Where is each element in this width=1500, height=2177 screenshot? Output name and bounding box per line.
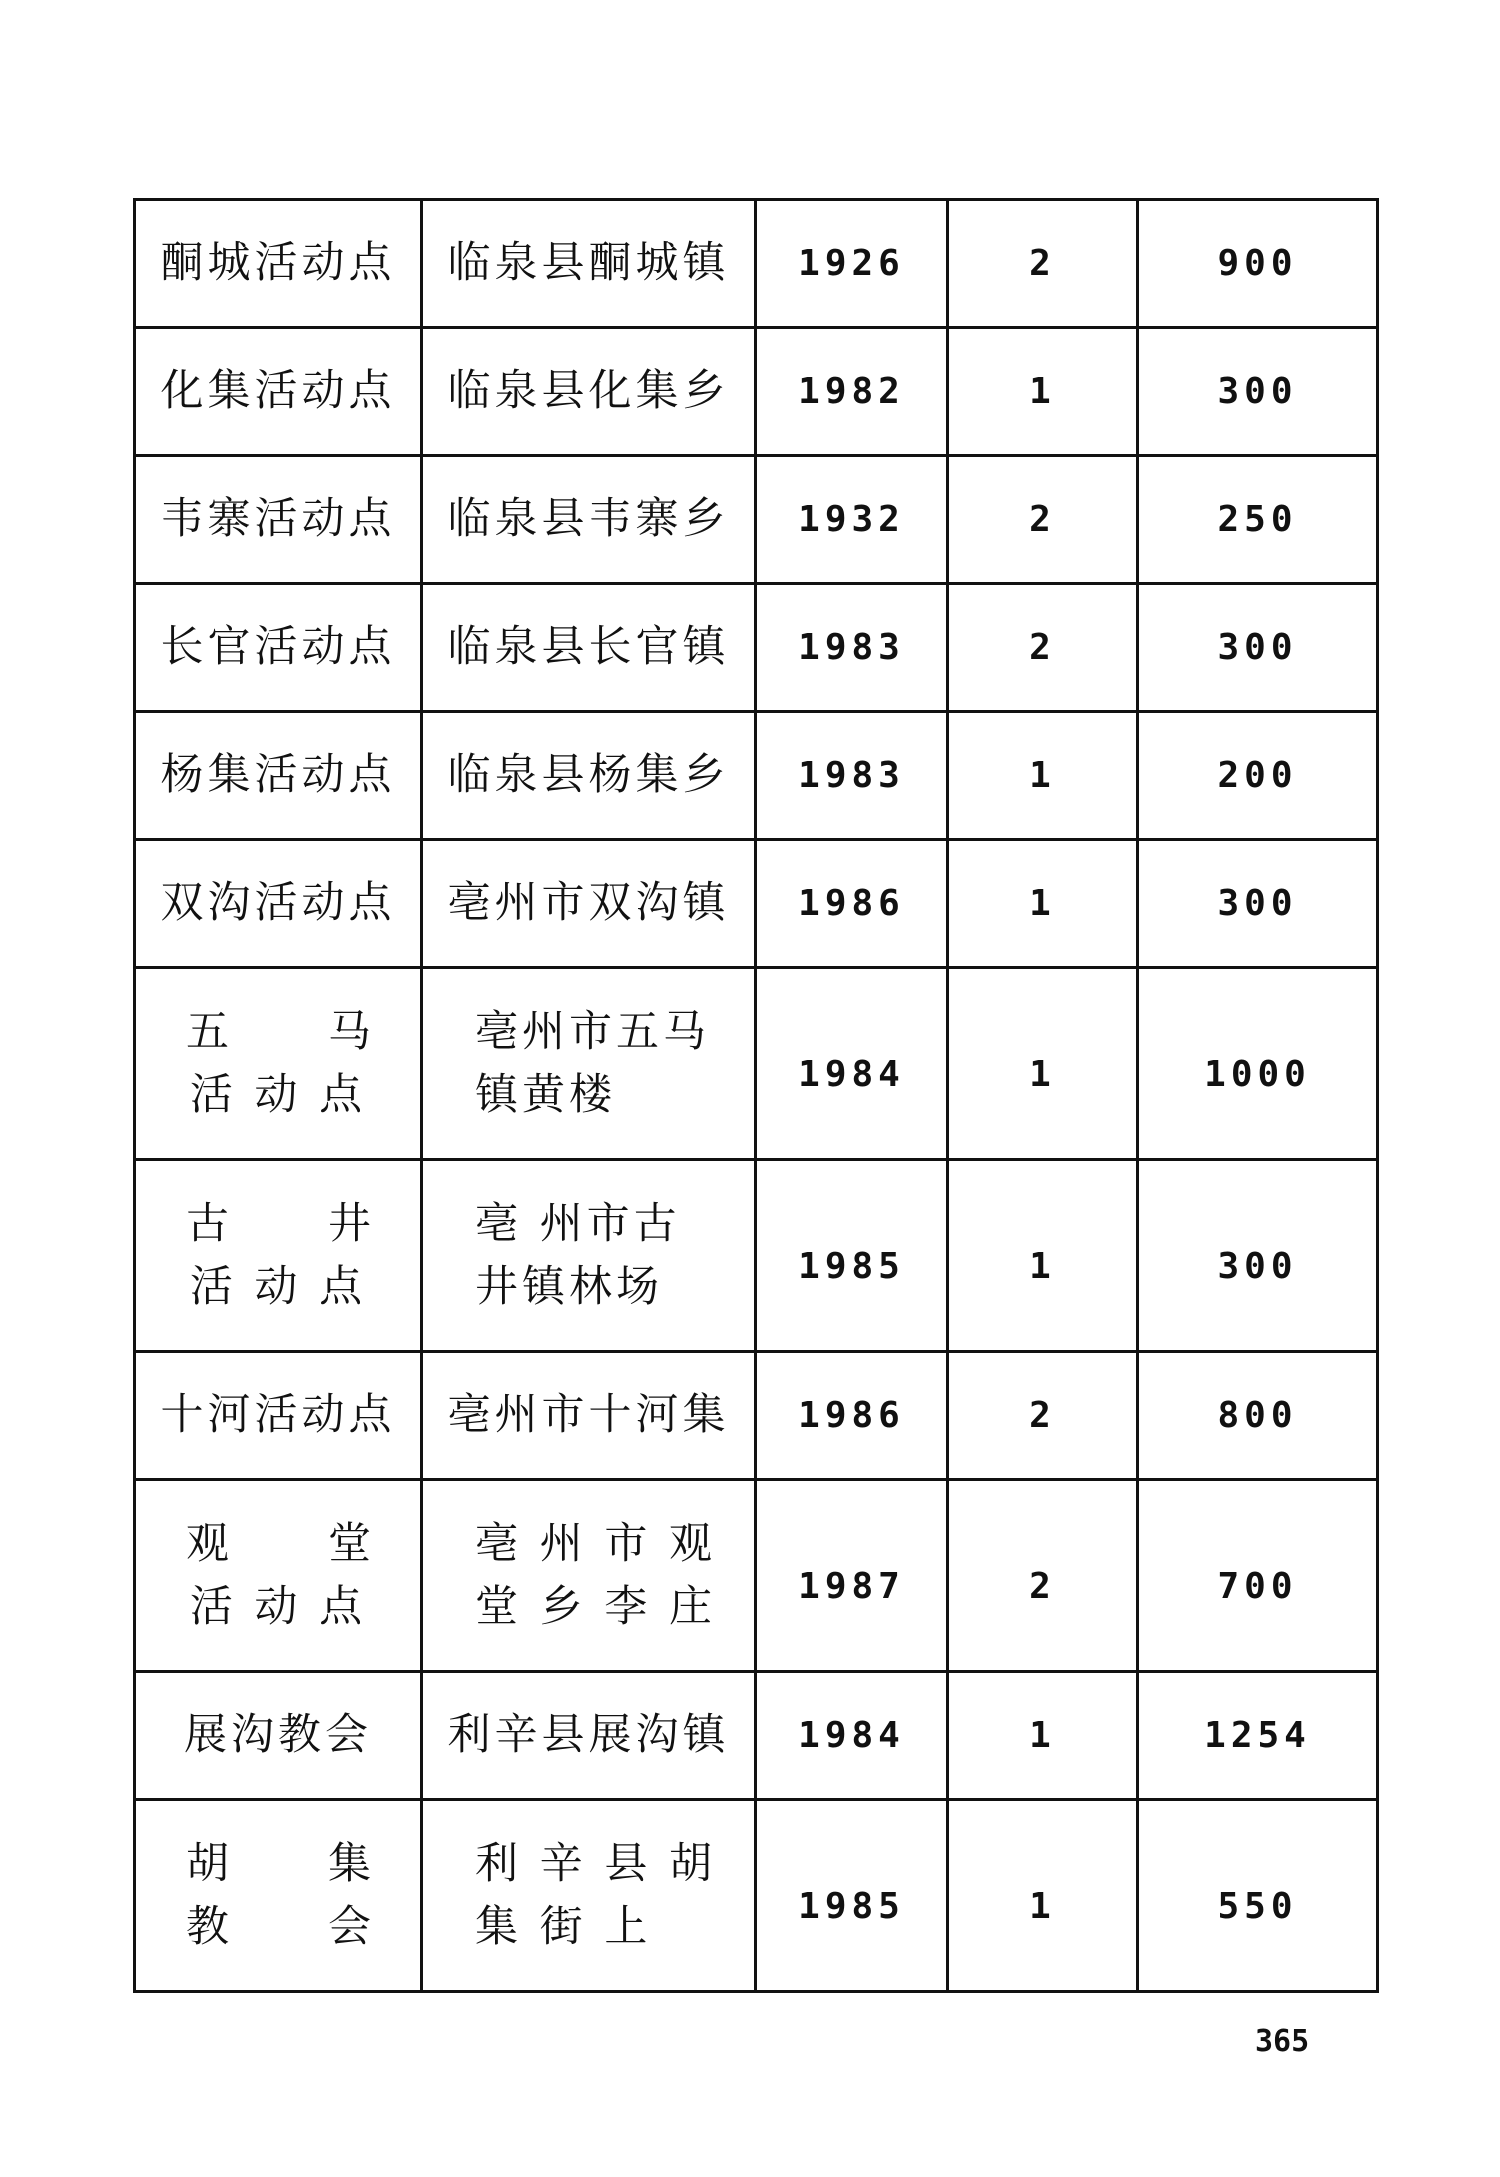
site-name-char: 观 <box>186 1519 233 1570</box>
number-cell: 800 <box>1138 1352 1378 1480</box>
table-row <box>135 328 1378 456</box>
site-name-cell: 化集活动点 <box>135 328 422 456</box>
site-name-cell <box>135 968 422 1160</box>
site-name-line1 <box>136 1001 420 1063</box>
table-row <box>135 840 1378 968</box>
site-name-char: 集 <box>328 1839 375 1890</box>
table-row <box>135 584 1378 712</box>
year-cell: 1983 <box>756 584 948 712</box>
site-name-line1 <box>136 1513 420 1575</box>
count-cell: 1 <box>948 328 1138 456</box>
count-cell: 1 <box>948 712 1138 840</box>
table-row <box>135 200 1378 328</box>
location-cell: 亳州市十河集 <box>422 1352 756 1480</box>
count-cell: 1 <box>948 1800 1138 1992</box>
location-cell: 亳州市双沟镇 <box>422 840 756 968</box>
site-name-line2: 活 动 点 <box>189 1261 367 1312</box>
number-cell: 200 <box>1138 712 1378 840</box>
location-cell: 利辛县展沟镇 <box>422 1672 756 1800</box>
site-name-cell <box>135 1480 422 1672</box>
site-name-line1 <box>136 1193 420 1255</box>
year-cell: 1985 <box>756 1160 948 1352</box>
location-cell <box>422 968 756 1160</box>
site-name-cell: 长官活动点 <box>135 584 422 712</box>
number-cell: 550 <box>1138 1800 1378 1992</box>
table-row <box>135 1672 1378 1800</box>
year-cell: 1932 <box>756 456 948 584</box>
site-name-cell: 酮城活动点 <box>135 200 422 328</box>
location-cell: 临泉县杨集乡 <box>422 712 756 840</box>
site-name-char: 堂 <box>328 1519 375 1570</box>
number-cell: 900 <box>1138 200 1378 328</box>
count-cell: 2 <box>948 1352 1138 1480</box>
site-name-char: 五 <box>186 1007 233 1058</box>
number-cell: 700 <box>1138 1480 1378 1672</box>
site-name-cell <box>135 1800 422 1992</box>
year-cell: 1926 <box>756 200 948 328</box>
site-name-char: 教 <box>186 1901 233 1952</box>
site-name-char: 古 <box>186 1199 233 1250</box>
location-cell <box>422 1160 756 1352</box>
site-name-line2 <box>136 1896 420 1958</box>
table-row <box>135 968 1378 1160</box>
year-cell: 1983 <box>756 712 948 840</box>
table-row <box>135 1160 1378 1352</box>
location-line2: 镇黄楼 <box>475 1069 616 1120</box>
location-cell: 临泉县韦寨乡 <box>422 456 756 584</box>
table-row <box>135 1352 1378 1480</box>
count-cell: 2 <box>948 200 1138 328</box>
site-name-cell: 韦寨活动点 <box>135 456 422 584</box>
site-name-cell <box>135 1160 422 1352</box>
location-cell: 临泉县酮城镇 <box>422 200 756 328</box>
table-row <box>135 1480 1378 1672</box>
table-row <box>135 712 1378 840</box>
year-cell: 1982 <box>756 328 948 456</box>
location-line1: 亳 州 市 观 <box>475 1519 717 1570</box>
location-line2: 集 街 上 <box>475 1901 652 1952</box>
church-registry-table <box>133 198 1379 1993</box>
site-name-char: 会 <box>328 1901 375 1952</box>
count-cell: 1 <box>948 840 1138 968</box>
year-cell: 1984 <box>756 968 948 1160</box>
year-cell: 1986 <box>756 1352 948 1480</box>
site-name-char: 马 <box>328 1007 375 1058</box>
number-cell: 250 <box>1138 456 1378 584</box>
location-cell <box>422 1480 756 1672</box>
location-cell: 临泉县长官镇 <box>422 584 756 712</box>
number-cell: 300 <box>1138 328 1378 456</box>
location-cell: 临泉县化集乡 <box>422 328 756 456</box>
number-cell: 300 <box>1138 840 1378 968</box>
location-line2: 井镇林场 <box>475 1261 663 1312</box>
location-line1: 利 辛 县 胡 <box>475 1839 717 1890</box>
site-name-cell: 十河活动点 <box>135 1352 422 1480</box>
number-cell: 300 <box>1138 1160 1378 1352</box>
count-cell: 1 <box>948 1672 1138 1800</box>
year-cell: 1987 <box>756 1480 948 1672</box>
site-name-line2: 活 动 点 <box>189 1581 367 1632</box>
site-name-cell: 杨集活动点 <box>135 712 422 840</box>
count-cell: 1 <box>948 968 1138 1160</box>
location-line1: 亳州市五马 <box>475 1007 710 1058</box>
site-name-cell: 展沟教会 <box>135 1672 422 1800</box>
site-name-cell: 双沟活动点 <box>135 840 422 968</box>
year-cell: 1984 <box>756 1672 948 1800</box>
table-row <box>135 1800 1378 1992</box>
location-cell <box>422 1800 756 1992</box>
year-cell: 1985 <box>756 1800 948 1992</box>
site-name-char: 井 <box>328 1199 375 1250</box>
year-cell: 1986 <box>756 840 948 968</box>
count-cell: 2 <box>948 584 1138 712</box>
site-name-line2: 活 动 点 <box>189 1069 367 1120</box>
number-cell: 1000 <box>1138 968 1378 1160</box>
location-line2: 堂 乡 李 庄 <box>475 1581 717 1632</box>
location-line1: 亳 州市古 <box>475 1199 681 1250</box>
site-name-line1 <box>136 1833 420 1895</box>
number-cell: 1254 <box>1138 1672 1378 1800</box>
count-cell: 1 <box>948 1160 1138 1352</box>
number-cell: 300 <box>1138 584 1378 712</box>
count-cell: 2 <box>948 1480 1138 1672</box>
page-number: 365 <box>1255 2024 1310 2059</box>
count-cell: 2 <box>948 456 1138 584</box>
site-name-char: 胡 <box>186 1839 233 1890</box>
table-row <box>135 456 1378 584</box>
